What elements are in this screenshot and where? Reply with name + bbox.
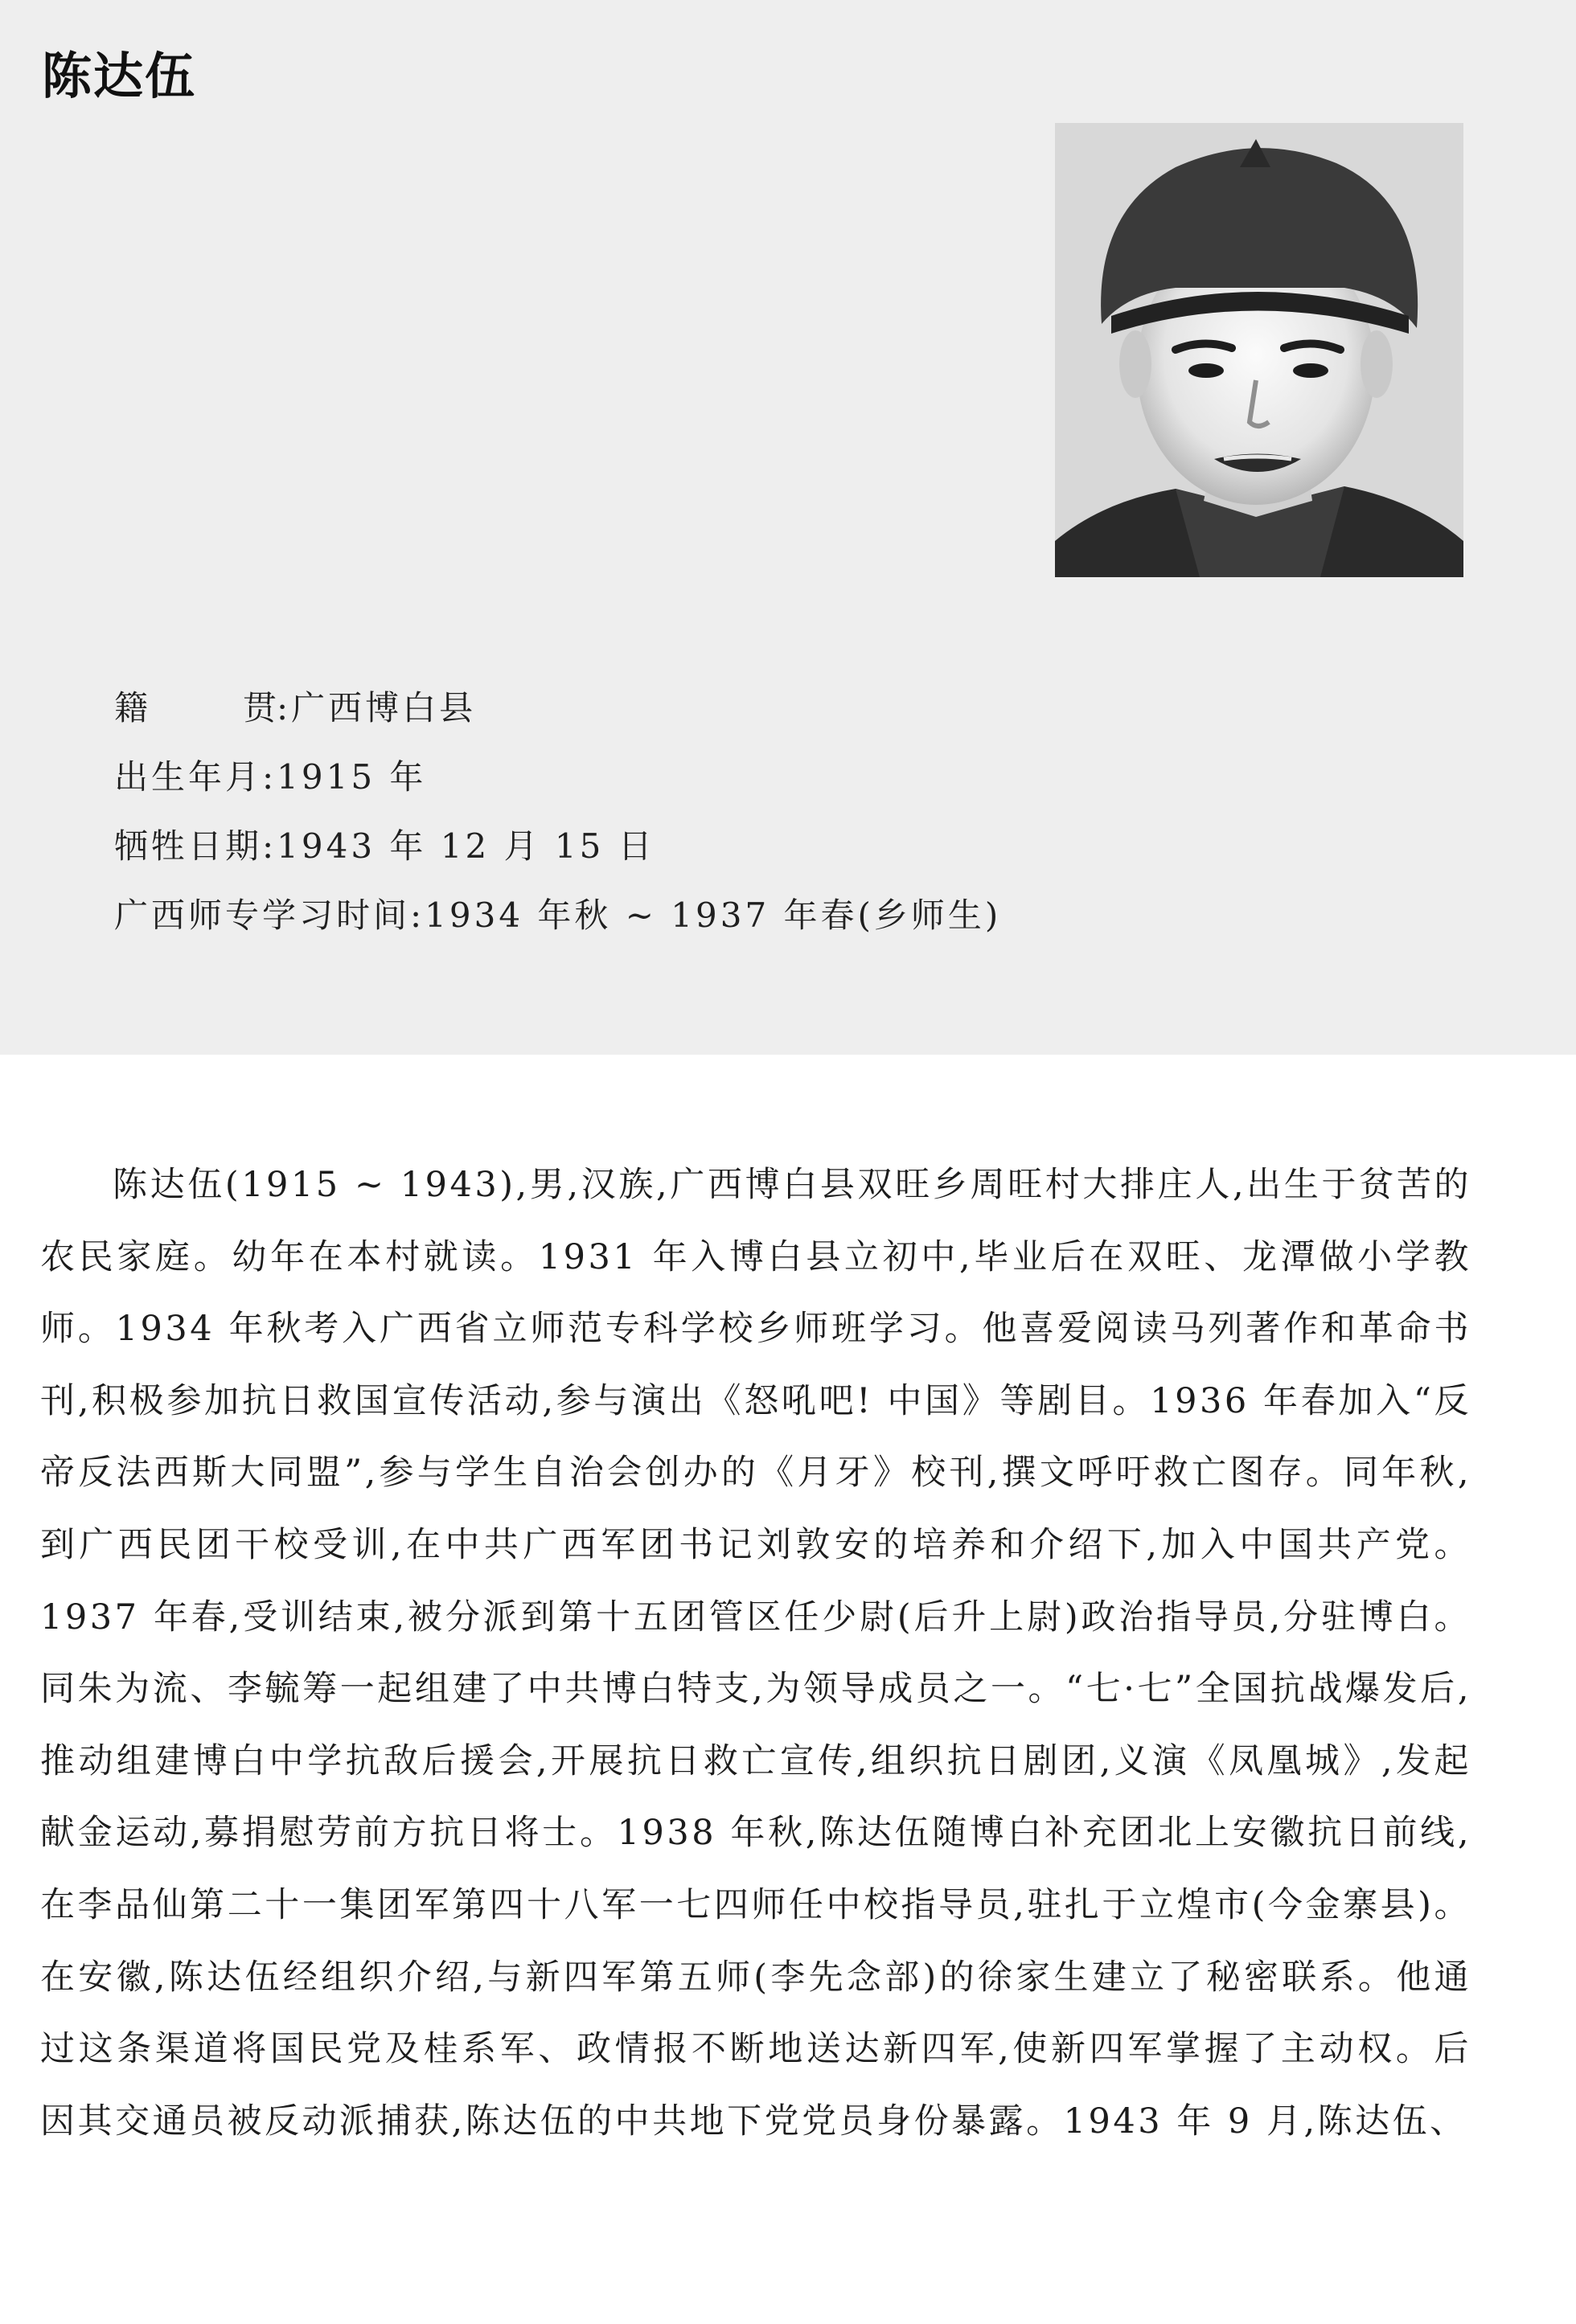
portrait-photo (1055, 123, 1463, 577)
death-label: 牺牲日期 (114, 826, 263, 866)
basic-info (114, 674, 1481, 950)
death-row (114, 812, 1481, 881)
death-value: :1943 年 12 月 15 日 (262, 826, 655, 866)
native-place-label: 籍贯 (114, 688, 277, 728)
page-title: 陈达伍 (42, 47, 197, 105)
birth-label: 出生年月 (114, 757, 263, 797)
native-place-row (114, 674, 1481, 743)
study-value: :1934 年秋 ~ 1937 年春(乡师生) (410, 896, 1002, 935)
birth-row (114, 743, 1481, 812)
biography-paragraph: 陈达伍(1915 ~ 1943),男,汉族,广西博白县双旺乡周旺村大排庄人,出生于贫苦的农民家庭。幼年在本村就读。1931 年入博白县立初中,毕业后在双旺、龙潭做小学教师。1934 年秋考入广西省立师范专科学校乡师班学习。他喜爱阅读马列著作和革命书刊,积极参加抗日救国宣传活动,参与演出《怒吼吧! 中国》等剧目。1936 年春加入“反帝反法西斯大同盟”,参与学生自治会创办的《月牙》校刊,撰文呼吁救亡图存。同年秋,到广西民团干校受训,在中共广西军团书记刘敦安的培养和介绍下,加入中国共产党。1937 年春,受训结束,被分派到第十五团管区任少尉(后升上尉)政治指导员,分驻博白。同朱为流、李毓筹一起组建了中共博白特支,为领导成员之一。“七·七”全国抗战爆发后,推动组建博白中学抗敌后援会,开展抗日救亡宣传,组织抗日剧团,义演《凤凰城》,发起献金运动,募捐慰劳前方抗日将士。1938 年秋,陈达伍随博白补充团北上安徽抗日前线,在李品仙第二十一集团军第四十八军一七四师任中校指导员,驻扎于立煌市(今金寨县)。在安徽,陈达伍经组织介绍,与新四军第五师(李先念部)的徐家生建立了秘密联系。他通过这条渠道将国民党及桂系军、政情报不断地送达新四军,使新四军掌握了主动权。后因其交通员被反动派捕获,陈达伍的中共地下党党员身份暴露。1943 年 9 月,陈达伍、 (40, 1165, 1471, 2142)
portrait-icon (1055, 123, 1463, 577)
birth-value: :1915 年 (262, 757, 427, 797)
biography (40, 1150, 1471, 2158)
native-place-value: :广西博白县 (277, 688, 477, 728)
study-label: 广西师专学习时间 (114, 896, 411, 935)
study-row (114, 881, 1481, 950)
